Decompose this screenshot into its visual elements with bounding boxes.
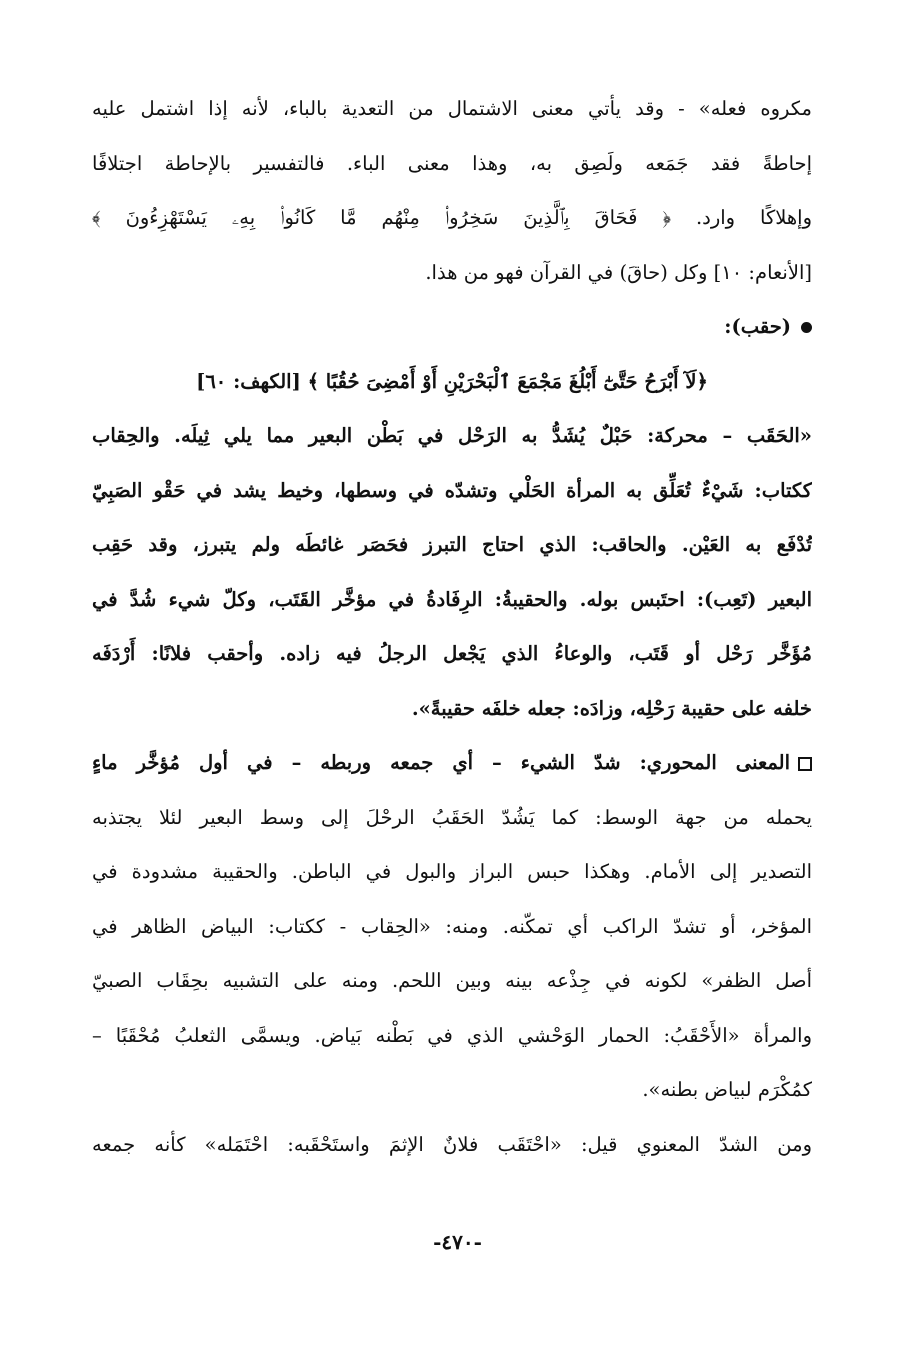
paragraph-last-line: ومن الشدّ المعنوي قيل: «احْتَقَب فلانٌ الإثمَ واستَحْقَبه: احْتَمَله» كأنه جمعه <box>92 1132 812 1156</box>
text-line: [الأنعام: ١٠] وكل (حاقَ) في القرآن فهو من هذا. <box>425 260 812 284</box>
entry-heading-label: (حقب): <box>724 315 791 338</box>
text-line: البعير (تَعِب): احتَبس بوله. والحقيبةُ: الرِفَادةُ في مؤخَّر القَتَب، وكلّ شيء شُدَّ في <box>92 587 812 611</box>
text-line: مكروه فعله» - وقد يأتي معنى الاشتمال من التعدية بالباء، لأنه إذا اشتمل عليه <box>92 97 812 120</box>
text-line <box>92 736 812 791</box>
paragraph-1 <box>92 82 812 300</box>
text-line: يحمله من جهة الوسط: كما يَشُدّ الحَقَبُ الرحْلَ إلى وسط البعير لئلا يجتذبه <box>92 805 812 829</box>
text-line: إحاطةً فقد جَمَعه ولَصِق به، وهذا معنى الباء. فالتفسير بالإحاطة اجتلافًا <box>92 151 812 175</box>
text-line: والمرأة «الأَحْقَبُ: الحمار الوَحْشي الذي في بَطْنه بَياض. ويسمَّى الثعلبُ مُحْقَبًا – <box>92 1023 812 1047</box>
text-line: التصدير إلى الأمام. وهكذا حبس البراز والبول في الباطن. والحقيبة مشدودة في <box>92 860 812 883</box>
text-line: أصل الظفر» لكونه في جِذْعه بينه وبين اللحم. ومنه على التشبيه بحِقَاب الصبيّ <box>92 969 812 992</box>
text-line: كمُكْرَم لبياض بطنه». <box>642 1078 812 1101</box>
text-line: خلفه على حقيبة رَحْلِه، وزادَه: جعله خلفَه حقيبةً». <box>411 696 812 720</box>
bullet-icon <box>801 322 812 333</box>
text-line: مُؤَخَّر رَحْل أو قَتَب، والوعاءُ الذي يَجْعل الرجلُ فيه زاده. وأحقب فلانًا: أَرْدَفَه <box>92 642 812 665</box>
text-line: المؤخر، أو تشدّ الراكب أي تمكّنه. ومنه: «الحِقاب - ككتاب: البياض الظاهر في <box>92 914 812 938</box>
core-meaning-first-line: المعنى المحوري: شدّ الشيء – أي جمعه وربطه – في أول مُؤخَّر ماءٍ <box>92 751 790 774</box>
page-body <box>92 82 812 1172</box>
entry-heading <box>92 300 812 355</box>
text-line: وإهلاكًا وارد. ﴿ فَحَاقَ بِٱلَّذِينَ سَخِرُوا۟ مِنْهُم مَّا كَانُوا۟ بِهِۦ يَسْتَهْزِءُونَ ﴾ <box>92 206 812 229</box>
text-line: تُدْفَع به العَيْن. والحاقب: الذي احتاج التبرز فحَصَر غائطَه ولم يتبرز، وقد حَقِب <box>92 533 812 556</box>
square-marker-icon <box>798 757 812 771</box>
definition-block <box>92 409 812 736</box>
text-line: «الحَقَب – محركة: حَبْلٌ يُشَدُّ به الرَحْل في بَطْن البعير مما يلي ثِيلَه. والحِقاب <box>92 424 812 447</box>
text-line: ككتاب: شَيْءٌ تُعَلِّق به المرأة الحَلْي وتشدّه في وسطها، وخيط يشد في حَقْو الصَبِيّ <box>92 478 812 502</box>
core-meaning-block <box>92 736 812 1118</box>
page-number: -٤٧٠- <box>433 1230 482 1254</box>
quran-verse: ﴿لَآ أَبْرَحُ حَتَّىٰٓ أَبْلُغَ مَجْمَعَ ٱلْبَحْرَيْنِ أَوْ أَمْضِىَ حُقُبًا ﴾ [الكهف: ٦٠] <box>196 369 708 393</box>
